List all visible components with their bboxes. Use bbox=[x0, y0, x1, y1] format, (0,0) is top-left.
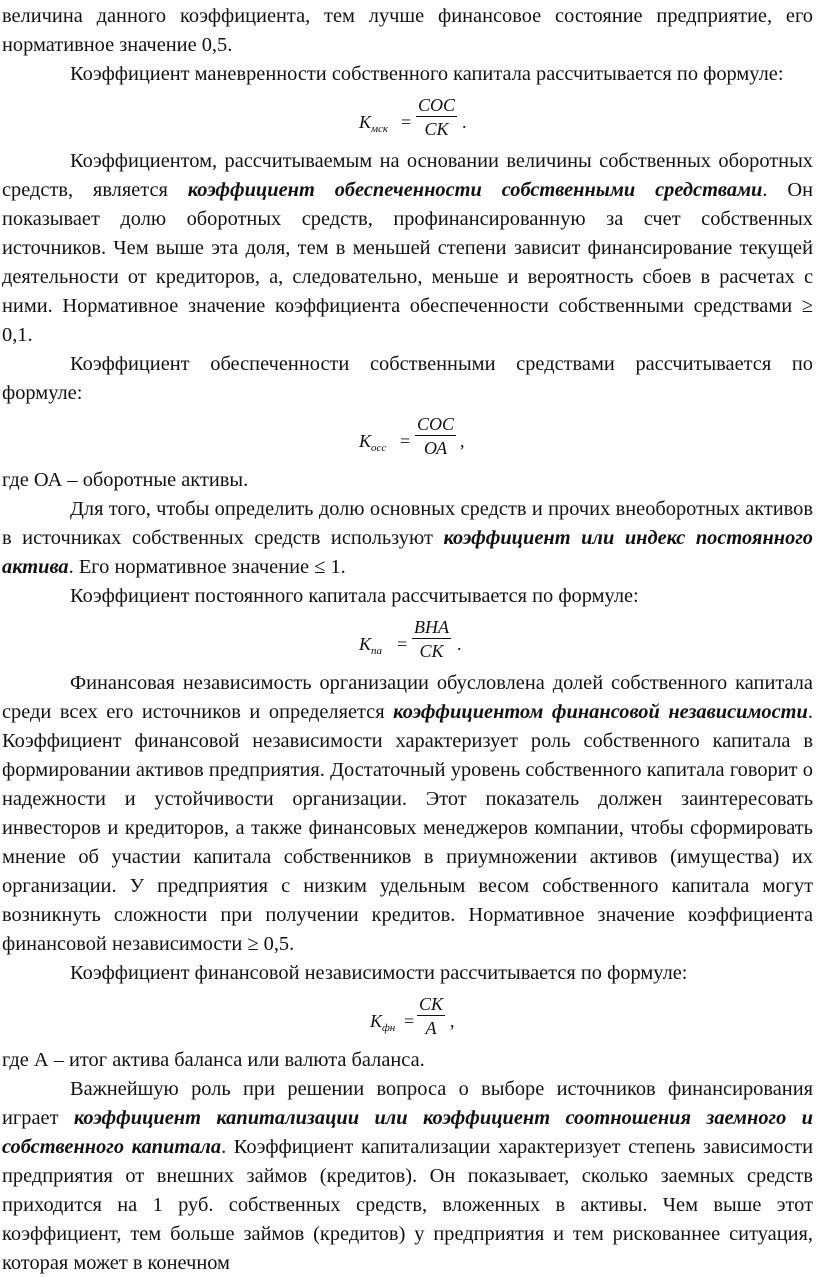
formula-own-funds-provision bbox=[2, 408, 813, 466]
formula-numerator: СК bbox=[419, 994, 443, 1014]
formula-symbol: $К_{мск}$ bbox=[359, 112, 389, 135]
formula-punctuation: . bbox=[457, 634, 462, 654]
formula-numerator: СОС bbox=[418, 95, 456, 115]
formula-subscript: мск bbox=[370, 123, 389, 135]
formula-punctuation: . bbox=[462, 112, 467, 132]
formula-equals: = bbox=[400, 431, 411, 451]
formula-equals: = bbox=[397, 634, 408, 654]
formula-equals: = bbox=[401, 112, 412, 132]
paragraph-text: . Коэффициент капитализации характеризует степень зависимости предприятия от внешних займов (кредитов). Он показывает, сколько заемных средств приходится на 1 руб. собственных средств, вложенных в активы. Чем выше этот коэффициент, тем больше займов (кредитов) у предприятия и тем рискованнее ситуация, которая может в конечном bbox=[2, 1136, 814, 1274]
paragraph bbox=[2, 669, 813, 959]
paragraph-text: Коэффициентом, рассчитываемым на основании величины собственных оборотных средств, является bbox=[2, 150, 813, 201]
paragraph-text: где ОА – оборотные активы. bbox=[2, 469, 249, 491]
term-emphasis: коэффициент обеспеченности собственными средствами bbox=[187, 179, 763, 201]
formula-permanent-asset bbox=[2, 611, 813, 669]
formula-denominator: ОА bbox=[423, 438, 448, 458]
paragraph bbox=[2, 582, 813, 611]
formula-symbol: $К_{осс}$ bbox=[359, 431, 387, 454]
formula-fraction bbox=[415, 413, 456, 460]
paragraph-text: . Коэффициент финансовой независимости характеризует роль собственного капитала в формировании активов предприятия. Достаточный уровень собственного капитала говорит о надежности и устойчивости организации. Этот показатель должен заинтересовать инвесторов и кредиторов, а также финансовых менеджеров компании, чтобы сформировать мнение об участии капитала собственников в приумножении активов (имущества) их организации. У предприятия с низким удельным весом собственного капитала могут возникнуть сложности при получении кредитов. Нормативное значение коэффициента финансовой независимости ≥ 0,5. bbox=[2, 701, 813, 955]
formula-subscript: осс bbox=[370, 442, 387, 454]
formula-denominator: СК bbox=[424, 119, 449, 139]
paragraph bbox=[2, 1046, 813, 1075]
paragraph bbox=[2, 147, 813, 350]
formula-equals: = bbox=[404, 1011, 415, 1031]
paragraph bbox=[2, 959, 813, 988]
formula-denominator: СК bbox=[419, 641, 444, 661]
paragraph-text: Коэффициент финансовой независимости рассчитывается по формуле: bbox=[70, 962, 688, 984]
paragraph-text: Для того, чтобы определить долю основных средств и прочих внеоборотных активов в источниках собственных средств используют bbox=[2, 498, 813, 549]
formula-punctuation: , bbox=[460, 431, 465, 451]
formula-numerator: СОС bbox=[417, 414, 455, 434]
paragraph bbox=[2, 2, 813, 60]
formula-maneuverability bbox=[2, 89, 813, 147]
formula-numerator: ВНА bbox=[414, 617, 449, 637]
paragraph-text: где А – итог актива баланса или валюта баланса. bbox=[2, 1049, 425, 1071]
paragraph-text: Финансовая независимость организации обусловлена долей собственного капитала среди всех его источников и определяется bbox=[2, 672, 813, 723]
formula-subscript: фн bbox=[381, 1022, 396, 1034]
term-emphasis: коэффициентом финансовой независимости bbox=[393, 701, 808, 723]
paragraph-text: . Его нормативное значение ≤ 1. bbox=[68, 556, 346, 578]
paragraph bbox=[2, 60, 813, 89]
paragraph-text: Важнейшую роль при решении вопроса о выборе источников финансирования играет bbox=[2, 1078, 813, 1129]
formula-fraction bbox=[417, 993, 445, 1040]
formula-fraction bbox=[412, 616, 451, 663]
paragraph-text: величина данного коэффициента, тем лучше финансовое состояние предприятие, его нормативное значение 0,5. bbox=[2, 5, 813, 56]
formula-fraction bbox=[416, 94, 457, 141]
formula-financial-independence bbox=[2, 988, 813, 1046]
paragraph bbox=[2, 495, 813, 582]
formula-symbol: $К_{па}$ bbox=[359, 634, 382, 657]
paragraph bbox=[2, 350, 813, 408]
formula-punctuation: , bbox=[450, 1011, 455, 1031]
formula-symbol: $К_{фн}$ bbox=[370, 1011, 396, 1034]
paragraph-text: Коэффициент маневренности собственного капитала рассчитывается по формуле: bbox=[70, 63, 784, 85]
paragraph-text: Коэффициент постоянного капитала рассчитывается по формуле: bbox=[70, 585, 639, 607]
paragraph-text: Коэффициент обеспеченности собственными средствами рассчитывается по формуле: bbox=[2, 353, 813, 404]
paragraph bbox=[2, 466, 813, 495]
paragraph bbox=[2, 1075, 813, 1278]
formula-subscript: па bbox=[370, 645, 382, 657]
paragraph-text: . Он показывает долю оборотных средств, профинансированную за счет собственных источников. Чем выше эта доля, тем в меньшей степени зависит финансирование текущей деятельности от кредиторов, а, следовательно, меньше и вероятность сбоев в расчетах с ними. Нормативное значение коэффициента обеспеченности собственными средствами ≥ 0,1. bbox=[2, 179, 813, 346]
formula-denominator: А bbox=[425, 1018, 437, 1038]
term-emphasis: коэффициент капитализации или коэффициент соотношения заемного и собственного капитала bbox=[2, 1107, 813, 1158]
term-emphasis: коэффициент или индекс постоянного актива bbox=[2, 527, 813, 578]
